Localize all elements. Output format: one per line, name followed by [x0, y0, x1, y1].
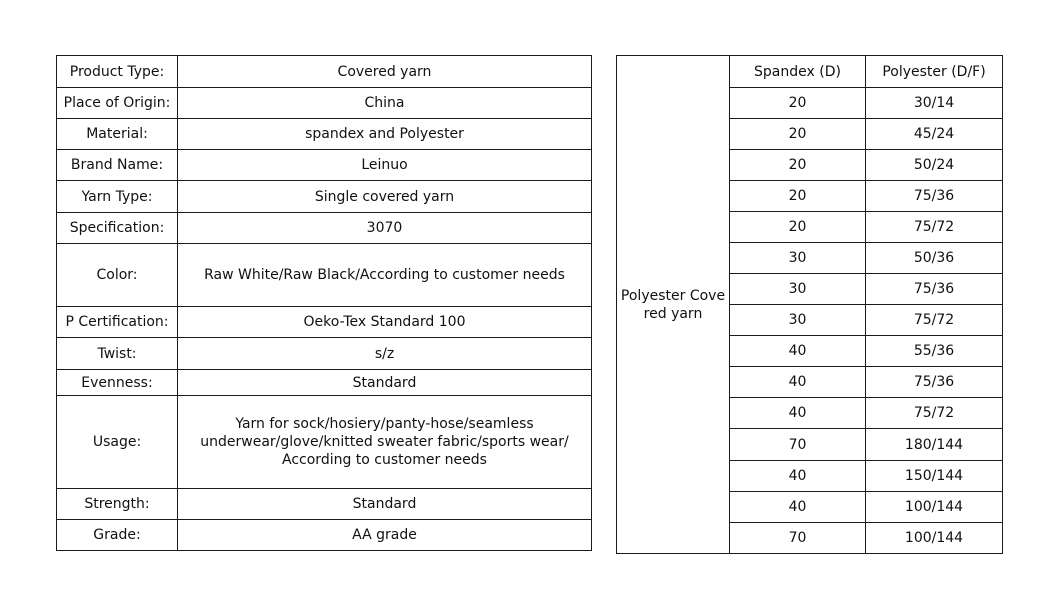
spandex-denier-cell: 30 [730, 274, 866, 305]
yarn-size-table [616, 55, 1003, 554]
spec-label: Brand Name: [57, 150, 178, 181]
spec-row-place-of-origin [57, 88, 592, 119]
spec-label: Product Type: [57, 56, 178, 88]
spec-row-yarn-type [57, 181, 592, 213]
spec-label: P Certification: [57, 307, 178, 338]
spec-label: Strength: [57, 489, 178, 520]
spandex-denier-cell: 30 [730, 305, 866, 336]
polyester-denier-cell: 150/144 [866, 461, 1003, 492]
spec-row-strength [57, 489, 592, 520]
product-spec-table [56, 55, 592, 551]
spec-label: Yarn Type: [57, 181, 178, 213]
polyester-denier-cell: 75/36 [866, 367, 1003, 398]
spec-value: Single covered yarn [178, 181, 592, 213]
spec-row-grade [57, 520, 592, 551]
polyester-denier-cell: 45/24 [866, 119, 1003, 150]
spandex-denier-cell: 20 [730, 150, 866, 181]
spandex-denier-cell: 20 [730, 212, 866, 243]
spec-row-usage [57, 396, 592, 489]
spec-row-color [57, 244, 592, 307]
spec-row-evenness [57, 370, 592, 396]
spec-value: Standard [178, 370, 592, 396]
yarn-size-table-body [617, 56, 1003, 554]
spec-row-brand-name [57, 150, 592, 181]
polyester-denier-cell: 180/144 [866, 429, 1003, 461]
spandex-denier-cell: 40 [730, 461, 866, 492]
polyester-denier-cell: 55/36 [866, 336, 1003, 367]
spec-value: Oeko-Tex Standard 100 [178, 307, 592, 338]
polyester-denier-cell: 100/144 [866, 492, 1003, 523]
spandex-denier-cell: 20 [730, 88, 866, 119]
spandex-denier-cell: 20 [730, 181, 866, 212]
polyester-denier-cell: 75/72 [866, 398, 1003, 429]
group-label: Polyester Covered yarn [617, 56, 730, 554]
spec-value: s/z [178, 338, 592, 370]
spandex-denier-cell: 40 [730, 336, 866, 367]
spandex-denier-cell: 40 [730, 367, 866, 398]
spec-value: Covered yarn [178, 56, 592, 88]
spec-label: Specification: [57, 213, 178, 244]
spandex-denier-cell: 70 [730, 429, 866, 461]
spandex-denier-cell: 20 [730, 119, 866, 150]
header-spandex: Spandex (D) [730, 56, 866, 88]
spec-value: AA grade [178, 520, 592, 551]
spec-value: Standard [178, 489, 592, 520]
spec-label: Twist: [57, 338, 178, 370]
spandex-denier-cell: 40 [730, 398, 866, 429]
spec-value: 3070 [178, 213, 592, 244]
spandex-denier-cell: 30 [730, 243, 866, 274]
spec-label: Place of Origin: [57, 88, 178, 119]
spec-label: Grade: [57, 520, 178, 551]
spec-row-product-type [57, 56, 592, 88]
spec-label: Usage: [57, 396, 178, 489]
spec-row-twist [57, 338, 592, 370]
spec-value: spandex and Polyester [178, 119, 592, 150]
spec-value: Yarn for sock/hosiery/panty-hose/seamless underwear/glove/knitted sweater fabric/sports wear/ According to customer needs [178, 396, 592, 489]
polyester-denier-cell: 75/36 [866, 274, 1003, 305]
spec-label: Color: [57, 244, 178, 307]
header-polyester: Polyester (D/F) [866, 56, 1003, 88]
polyester-denier-cell: 75/72 [866, 305, 1003, 336]
spec-value: Leinuo [178, 150, 592, 181]
polyester-denier-cell: 100/144 [866, 523, 1003, 554]
size-header-row [617, 56, 1003, 88]
spec-value: China [178, 88, 592, 119]
spec-label: Evenness: [57, 370, 178, 396]
spec-row-certification [57, 307, 592, 338]
polyester-denier-cell: 30/14 [866, 88, 1003, 119]
polyester-denier-cell: 75/36 [866, 181, 1003, 212]
spec-row-material [57, 119, 592, 150]
spec-label: Material: [57, 119, 178, 150]
polyester-denier-cell: 50/36 [866, 243, 1003, 274]
spec-value: Raw White/Raw Black/According to customer needs [178, 244, 592, 307]
polyester-denier-cell: 75/72 [866, 212, 1003, 243]
spandex-denier-cell: 40 [730, 492, 866, 523]
spandex-denier-cell: 70 [730, 523, 866, 554]
polyester-denier-cell: 50/24 [866, 150, 1003, 181]
spec-row-specification [57, 213, 592, 244]
